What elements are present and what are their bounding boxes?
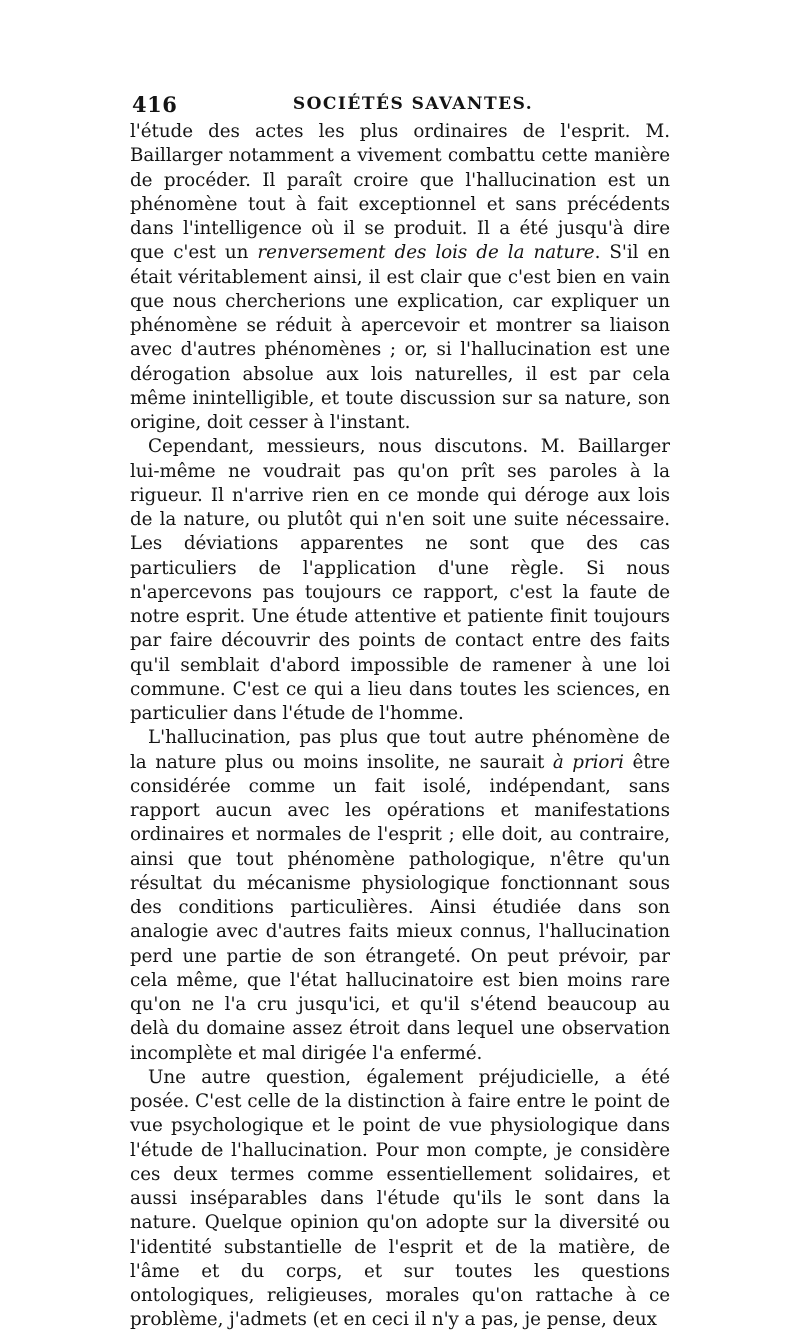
text-run: . S'il en était véritablement ainsi, il est clair que c'est bien en vain que nous chercherions une explication, car expliquer un phénomène se réduit à apercevoir et montrer sa liaison avec d'autres phénomènes ; or, si l'hallucination est une dérogation absolue aux lois naturelles, il est par cela même inintelligible, et toute discussion sur sa nature, son origine, doit cesser à l'instant.	[130, 242, 671, 433]
paragraph-1	[130, 120, 670, 435]
paragraph-2	[130, 435, 670, 726]
paragraph-4	[130, 1066, 670, 1333]
italic-phrase: renversement des lois de la nature	[257, 242, 595, 264]
running-title: SOCIÉTÉS SAVANTES.	[292, 94, 534, 114]
text-run: être considérée comme un fait isolé, indépendant, sans rapport aucun avec les opérations et manifestations ordinaires et normales de l'esprit ; elle doit, au contraire, ainsi que tout phénomène pathologique, n'être qu'un résultat du mécanisme physiologique fonctionnant sous des conditions particulières. Ainsi étudiée dans son analogie avec d'autres faits mieux connus, l'hallucination perd une partie de son étrangeté. On peut prévoir, par cela même, que l'état hallucinatoire est bien moins rare qu'on ne l'a cru jusqu'ici, et qu'il s'étend beaucoup au delà du domaine assez étroit dans lequel une observation incomplète et mal dirigée l'a enfermé.	[130, 751, 670, 1064]
paragraph-3	[130, 726, 670, 1066]
book-page	[130, 92, 670, 1333]
text-run: Une autre question, également préjudicielle, a été posée. C'est celle de la distinction à faire entre le point de vue psychologique et le point de vue physiologique dans l'étude de l'hallucination. Pour mon compte, je considère ces deux termes comme essentiellement solidaires, et aussi inséparables dans l'étude qu'ils le sont dans la nature. Quelque opinion qu'on adopte sur la diversité ou l'identité substantielle de l'esprit et de la matière, de l'âme et du corps, et sur toutes les questions ontologiques, religieuses, morales qu'on rattache à ce problème, j'admets (et en ceci il n'y a pas, je pense, deux	[130, 1066, 670, 1331]
text-run: l'étude des actes les plus ordinaires de l'esprit. M. Baillarger notamment a vivement combattu cette manière de procéder. Il paraît croire que l'hallucination est un phénomène tout à fait exceptionnel et sans précédents dans l'intelligence où il se produit. Il a été jusqu'à dire que c'est un	[130, 121, 670, 264]
running-head	[130, 92, 670, 120]
text-run: Cependant, messieurs, nous discutons. M. Baillarger lui-même ne voudrait pas qu'on prît ses paroles à la rigueur. Il n'arrive rien en ce monde qui déroge aux lois de la nature, ou plutôt qui n'en soit une suite nécessaire. Les déviations apparentes ne sont que des cas particuliers de l'application d'une règle. Si nous n'apercevons pas toujours ce rapport, c'est la faute de notre esprit. Une étude attentive et patiente finit toujours par faire découvrir des points de contact entre des faits qu'il semblait d'abord impossible de ramener à une loi commune. C'est ce qui a lieu dans toutes les sciences, en particulier dans l'étude de l'homme.	[130, 436, 670, 724]
italic-phrase: à priori	[552, 751, 624, 773]
page-number: 416	[132, 92, 178, 117]
text-run: L'hallucination, pas plus que tout autre phénomène de la nature plus ou moins insolite, ne saurait	[130, 727, 670, 773]
body-text	[130, 120, 670, 1333]
